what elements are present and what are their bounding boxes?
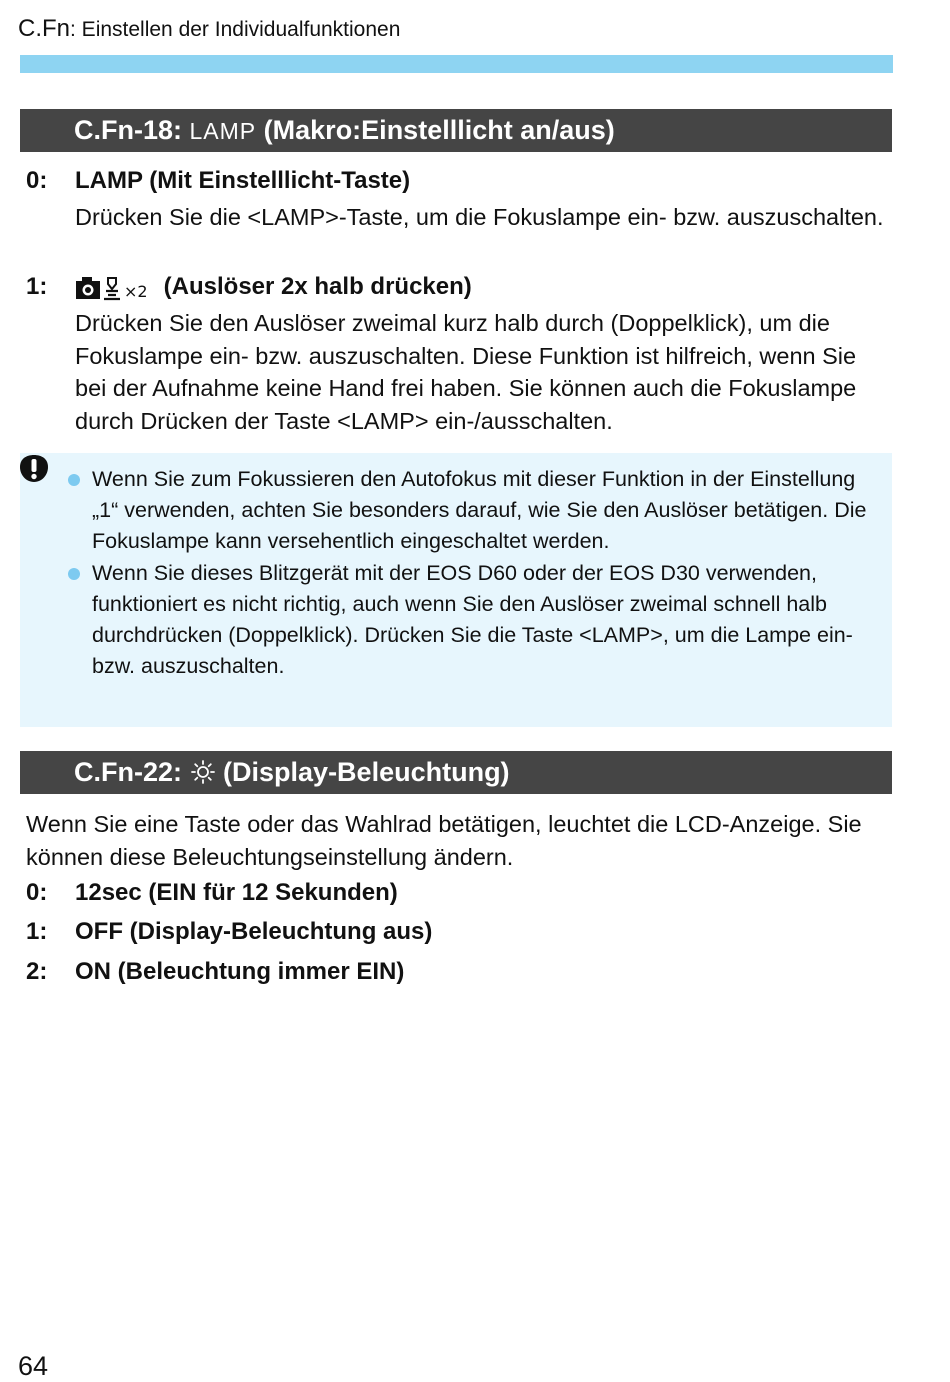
bullet-dot-icon: [68, 568, 80, 580]
option-label: LAMP (Mit Einstelllicht-Taste): [75, 167, 411, 194]
caution-text: Wenn Sie zum Fokussieren den Autofokus mit dieser Funktion in der Einstellung „1“ verwenden, achten Sie besonders darauf, wie Sie den Auslöser betätigen. Die Fokuslampe kann versehentlich eingeschaltet werden.: [92, 467, 867, 554]
running-head-cfn: C.Fn: [18, 15, 71, 42]
option-label: OFF (Display-Beleuchtung aus): [75, 918, 433, 945]
caution-text: Wenn Sie dieses Blitzgerät mit der EOS D60 oder der EOS D30 verwenden, funktioniert es nicht richtig, auch wenn Sie den Auslöser zweimal schnell halb durchdrücken (Doppelklick). Drücken Sie die Taste <LAMP>, um die Lampe ein- bzw. auszuschalten.: [92, 560, 853, 679]
section-intro: Wenn Sie eine Taste oder das Wahlrad betätigen, leuchtet die LCD-Anzeige. Sie können diese Beleuchtungseinstellung ändern.: [26, 811, 862, 870]
caution-item: [92, 558, 872, 683]
running-head-title: : Einstellen der Individualfunktionen: [70, 18, 401, 41]
section-header-cfn-18: [20, 109, 892, 152]
section-header-cfn-22: [20, 751, 892, 794]
section-title: (Makro:Einstelllicht an/aus): [263, 115, 615, 145]
option-label: 12sec (EIN für 12 Sekunden): [75, 879, 398, 906]
sun-icon: [190, 759, 216, 785]
option-label: (Auslöser 2x halb drücken): [163, 273, 472, 300]
option-number: 2:: [26, 958, 48, 985]
page-number: 64: [18, 1351, 49, 1381]
section-code: C.Fn-22:: [74, 757, 182, 787]
option-number: 1:: [26, 918, 48, 945]
option-number: 0:: [26, 879, 48, 906]
caution-icon: [18, 454, 50, 486]
running-head: [18, 14, 400, 45]
lamp-symbol: LAMP: [189, 118, 257, 144]
section-code: C.Fn-18:: [74, 115, 182, 145]
shutter-half-press-twice-icon: [75, 275, 157, 301]
option-number: 0:: [26, 167, 48, 194]
bullet-dot-icon: [68, 474, 80, 486]
option-description: Drücken Sie die <LAMP>-Taste, um die Fokuslampe ein- bzw. auszuschalten.: [75, 204, 884, 230]
caution-item: [92, 464, 872, 558]
option-description: Drücken Sie den Auslöser zweimal kurz halb durch (Doppelklick), um die Fokuslampe ein- bzw. auszuschalten. Diese Funktion ist hilfreich, wenn Sie bei der Aufnahme keine Hand frei haben. Sie können auch die Fokuslampe durch Drücken der Taste <LAMP> ein-/ausschalten.: [75, 310, 857, 434]
caution-list: [92, 464, 872, 682]
svg-text:×2: ×2: [124, 281, 148, 301]
option-label: ON (Beleuchtung immer EIN): [75, 958, 405, 985]
option-label-group: [75, 272, 472, 302]
option-number: 1:: [26, 273, 48, 300]
section-title: (Display-Beleuchtung): [223, 757, 510, 787]
top-rule: [20, 55, 893, 73]
